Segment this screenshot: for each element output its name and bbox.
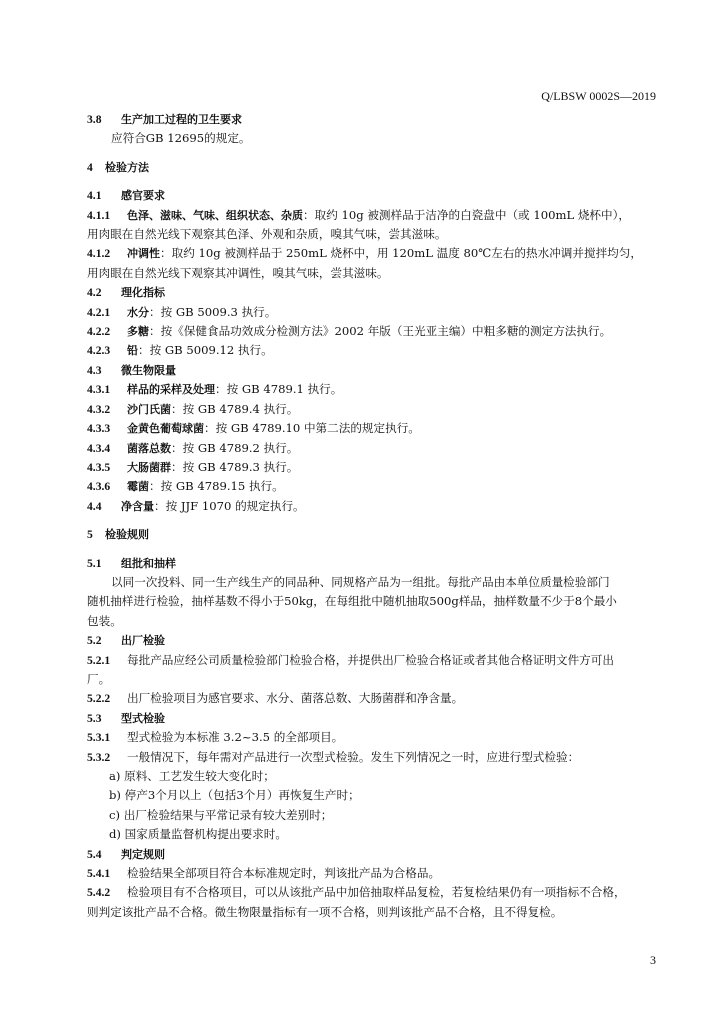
- clause-title: 水分: [127, 305, 149, 319]
- clause-4-2-2: [87, 322, 657, 341]
- clause-title: 霉菌: [127, 480, 149, 494]
- clause-number: 4.2.1: [87, 305, 111, 319]
- clause-text-continued: 用肉眼在自然光线下观察其冲调性，嗅其气味，尝其滋味。: [87, 265, 389, 280]
- clause-title: 铅: [127, 344, 138, 358]
- clause-text: 检验项目有不合格项目，可以从该批产品中加倍抽取样品复检，若复检结果仍有一项指标不合格，: [127, 885, 626, 900]
- clause-5-2-1: [87, 651, 657, 670]
- clause-text: ：按 GB 4789.4 执行。: [171, 401, 299, 416]
- clause-title: 型式检验: [121, 711, 165, 725]
- list-item-d: d) 国家质量监督机构提出要求时。: [109, 827, 287, 842]
- clause-4-4: [87, 497, 657, 516]
- clause-number: 3.8: [87, 113, 102, 126]
- clause-number: 4.2.2: [87, 325, 111, 339]
- clause-4-2-1: [87, 303, 657, 322]
- clause-number: 4.1.1: [87, 208, 111, 222]
- section-number: 5: [87, 528, 93, 542]
- section-title: 检验规则: [105, 528, 149, 542]
- clause-title: 净含量: [121, 499, 154, 513]
- clause-title: 感官要求: [121, 189, 165, 203]
- clause-text: ：按 GB 4789.10 中第二法的规定执行。: [204, 421, 420, 436]
- clause-number: 4.2.3: [87, 344, 111, 358]
- section-4-heading: [87, 158, 657, 177]
- clause-title: 大肠菌群: [127, 460, 171, 474]
- list-item-a: a) 原料、工艺发生较大变化时；: [109, 769, 275, 783]
- clause-number: 5.2: [87, 634, 102, 648]
- clause-text: 型式检验为本标准 3.2~3.5 的全部项目。: [127, 730, 344, 745]
- page-number: 3: [650, 953, 656, 967]
- clause-number: 5.3: [87, 711, 102, 725]
- clause-number: 5.4.2: [87, 886, 111, 900]
- section-title: 检验方法: [105, 160, 149, 174]
- clause-text: ：按 GB 5009.12 执行。: [138, 343, 273, 358]
- clause-4-1-1: [87, 206, 657, 225]
- clause-5-4: [87, 845, 657, 864]
- clause-number: 4.3.3: [87, 422, 111, 436]
- clause-number: 4.3: [87, 363, 102, 377]
- clause-text: ：按 GB 4789.2 执行。: [171, 440, 299, 455]
- clause-title: 沙门氏菌: [127, 402, 171, 416]
- clause-text: ：按 GB 5009.3 执行。: [149, 304, 277, 319]
- clause-text-continued: 包装。: [87, 613, 122, 628]
- clause-5-2: [87, 631, 657, 650]
- section-number: 4: [87, 160, 93, 174]
- clause-4-2: [87, 283, 657, 302]
- clause-number: 5.4: [87, 847, 102, 861]
- clause-number: 4.1.2: [87, 247, 111, 261]
- clause-number: 5.2.1: [87, 653, 111, 667]
- clause-text-continued: 随机抽样进行检验，抽样基数不得小于50kg，在每组批中随机抽取500g样品，抽样数量不少于8个最小: [87, 594, 617, 609]
- clause-number: 4.3.6: [87, 480, 111, 494]
- clause-text: 每批产品应经公司质量检验部门检验合格，并提供出厂检验合格证或者其他合格证明文件方可出: [127, 652, 614, 667]
- clause-4-1: [87, 186, 657, 205]
- clause-5-3-2: [87, 748, 657, 767]
- document-code: Q/LBSW 0002S—2019: [541, 89, 656, 103]
- clause-text: 一般情况下，每年需对产品进行一次型式检验。发生下列情况之一时，应进行型式检验：: [127, 749, 580, 764]
- clause-number: 5.3.2: [87, 750, 111, 764]
- section-5-heading: [87, 525, 657, 544]
- clause-text: 检验结果全部项目符合本标准规定时，判该批产品为合格品。: [127, 866, 441, 881]
- clause-number: 5.2.2: [87, 692, 111, 706]
- clause-4-2-3: [87, 341, 657, 360]
- clause-title: 冲调性: [127, 247, 160, 261]
- clause-number: 4.3.4: [87, 441, 111, 455]
- clause-title: 多糖: [127, 325, 149, 339]
- clause-4-3-4: [87, 439, 657, 458]
- clause-4-3-5: [87, 458, 657, 477]
- clause-text: ：按《保健食品功效成分检测方法》2002 年版（王光亚主编）中粗多糖的测定方法执行。: [149, 324, 612, 339]
- clause-number: 4.3.2: [87, 402, 111, 416]
- clause-text: ：按 GB 4789.15 执行。: [149, 479, 284, 494]
- page-content: [87, 110, 657, 922]
- clause-text: 出厂检验项目为感官要求、水分、菌落总数、大肠菌群和净含量。: [127, 691, 464, 706]
- clause-4-3-6: [87, 477, 657, 496]
- clause-4-3-2: [87, 400, 657, 419]
- clause-5-1: [87, 554, 657, 573]
- clause-5-3-1: [87, 728, 657, 747]
- clause-text: ：取约 10g 被测样品于 250mL 烧杯中，用 120mL 温度 80℃左右的热水冲调并搅拌均匀，: [160, 246, 642, 261]
- clause-number: 4.3.1: [87, 383, 111, 397]
- clause-5-4-2: [87, 883, 657, 902]
- clause-text: ：取约 10g 被测样品于洁净的白瓷盘中（或 100mL 烧杯中），: [303, 207, 631, 222]
- clause-text: 以同一次投料、同一生产线生产的同品种、同规格产品为一组批。每批产品由本单位质量检验部门: [111, 574, 610, 589]
- clause-text: ：按 GB 4789.1 执行。: [215, 382, 343, 397]
- clause-title: 微生物限量: [121, 363, 176, 377]
- clause-number: 4.3.5: [87, 460, 111, 474]
- clause-number: 4.4: [87, 499, 102, 513]
- clause-4-3-1: [87, 380, 657, 399]
- clause-title: 判定规则: [121, 847, 165, 861]
- clause-4-1-2: [87, 244, 657, 263]
- clause-5-4-1: [87, 864, 657, 883]
- clause-number: 4.2: [87, 286, 102, 300]
- clause-number: 5.3.1: [87, 731, 111, 745]
- clause-body: 应符合GB 12695的规定。: [111, 131, 251, 146]
- clause-title: 色泽、滋味、气味、组织状态、杂质: [127, 208, 303, 222]
- clause-5-3: [87, 709, 657, 728]
- clause-title: 菌落总数: [127, 441, 171, 455]
- clause-4-3-3: [87, 419, 657, 438]
- list-item-b: b) 停产3个月以上（包括3个月）再恢复生产时；: [109, 788, 360, 803]
- clause-3-8: [87, 110, 657, 129]
- clause-title: 样品的采样及处理: [127, 383, 215, 397]
- clause-title: 组批和抽样: [121, 556, 176, 570]
- clause-number: 4.1: [87, 189, 102, 203]
- clause-text: ：按 JJF 1070 的规定执行。: [154, 498, 305, 513]
- clause-number: 5.4.1: [87, 867, 111, 881]
- clause-title: 生产加工过程的卫生要求: [121, 113, 242, 126]
- clause-text: ：按 GB 4789.3 执行。: [171, 459, 299, 474]
- clause-text-continued: 用肉眼在自然光线下观察其色泽、外观和杂质，嗅其气味，尝其滋味。: [87, 227, 447, 242]
- clause-title: 出厂检验: [121, 634, 165, 648]
- clause-number: 5.1: [87, 556, 102, 570]
- clause-text-continued: 则判定该批产品不合格。微生物限量指标有一项不合格，则判该批产品不合格，且不得复检。: [87, 904, 563, 919]
- clause-5-2-2: [87, 689, 657, 708]
- clause-title: 理化指标: [121, 286, 165, 300]
- clause-title: 金黄色葡萄球菌: [127, 422, 204, 436]
- list-item-c: c) 出厂检验结果与平常记录有较大差别时；: [109, 807, 333, 822]
- clause-text-continued: 厂。: [87, 671, 111, 686]
- clause-4-3: [87, 361, 657, 380]
